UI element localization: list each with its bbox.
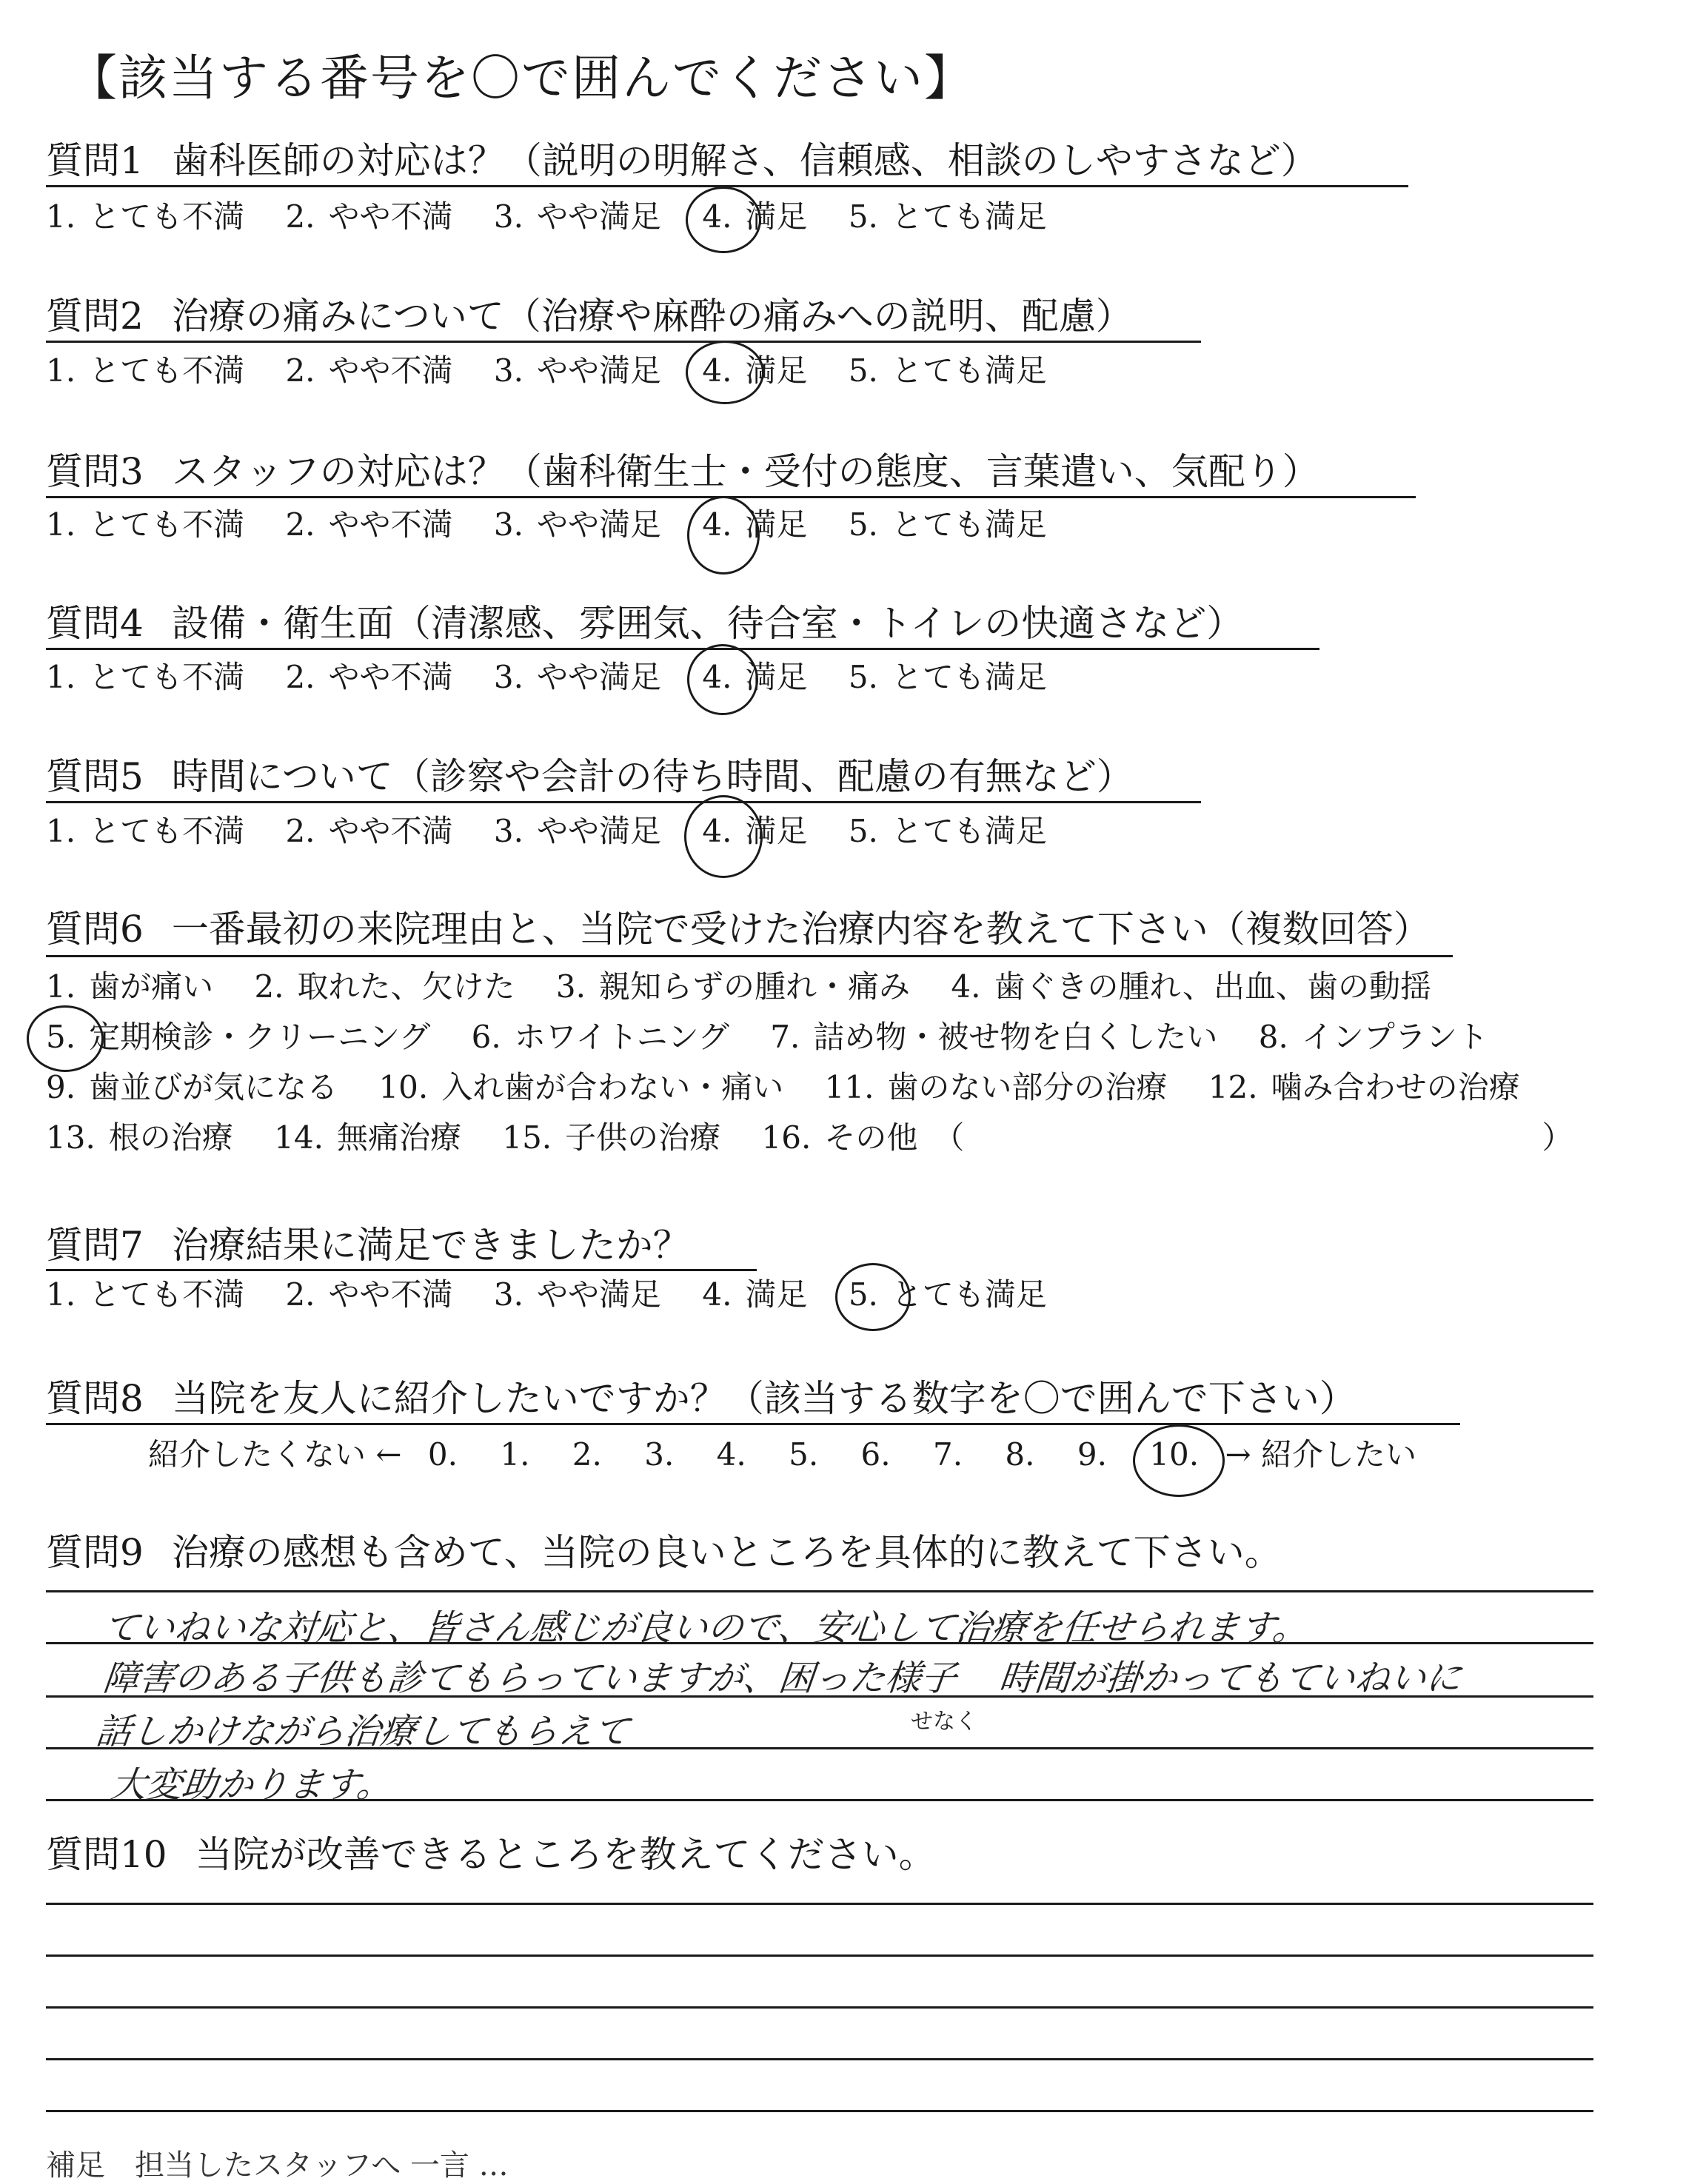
q6-option-10[interactable]: 10. 入れ歯が合わない・痛い [378, 1069, 784, 1105]
question-6 [46, 909, 1431, 950]
question-1-underline [46, 185, 1408, 187]
question-2-text: 治療の痛みについて（治療や麻酔の痛みへの説明、配慮） [171, 295, 1133, 338]
question-5-underline [46, 801, 1201, 803]
question-4-label: 質問4 [46, 602, 144, 645]
q1-option-3[interactable]: 3. やや満足 [493, 198, 661, 235]
handwritten-insertion: せなく [911, 1709, 977, 1735]
scale-0[interactable]: 0. [427, 1436, 458, 1473]
recommend-scale[interactable] [148, 1430, 1416, 1475]
q4-option-4-selected[interactable]: 4. 満足 [702, 660, 807, 694]
q6-option-16[interactable]: 16. その他 [761, 1119, 918, 1156]
q6-option-12[interactable]: 12. 噛み合わせの治療 [1208, 1069, 1520, 1105]
q2-option-1[interactable]: 1. とても不満 [46, 352, 245, 389]
q4-option-1[interactable]: 1. とても不満 [46, 659, 245, 695]
q3-option-2[interactable]: 2. やや不満 [285, 506, 453, 543]
question-3 [46, 452, 1319, 492]
question-8-underline [46, 1423, 1460, 1425]
q7-option-3[interactable]: 3. やや満足 [493, 1276, 661, 1313]
scale-10-selected[interactable]: 10. [1149, 1436, 1199, 1473]
q6-option-5-selected[interactable]: 5. 定期検診・クリーニング [46, 1020, 430, 1054]
q1-option-4-selected[interactable]: 4. 満足 [702, 200, 807, 234]
q4-option-3[interactable]: 3. やや満足 [493, 659, 661, 695]
scale-1[interactable]: 1. [500, 1436, 530, 1473]
question-6-underline [46, 955, 1453, 957]
question-1-label: 質問1 [46, 139, 144, 182]
question-5 [46, 757, 1134, 797]
question-6-text: 一番最初の来院理由と、当院で受けた治療内容を教えて下さい（複数回答） [171, 908, 1431, 951]
footer-cut-text: 補足 担当したスタッフへ 一言 … [46, 2148, 509, 2183]
question-7-label: 質問7 [46, 1224, 144, 1267]
q6-option-1[interactable]: 1. 歯が痛い [46, 968, 214, 1005]
q2-option-2[interactable]: 2. やや不満 [285, 352, 453, 389]
scale-2[interactable]: 2. [572, 1436, 602, 1473]
question-3-label: 質問3 [46, 450, 144, 493]
question-2-options[interactable] [46, 354, 1047, 388]
q7-option-1[interactable]: 1. とても不満 [46, 1276, 245, 1313]
selection-circle [1133, 1424, 1225, 1497]
other-open-paren: （ [933, 1119, 965, 1156]
q6-option-15[interactable]: 15. 子供の治療 [502, 1119, 721, 1156]
question-6-options-row-1[interactable] [46, 970, 1431, 1004]
q5-option-2[interactable]: 2. やや不満 [285, 813, 453, 849]
question-8-label: 質問8 [46, 1377, 144, 1420]
scale-5[interactable]: 5. [789, 1436, 819, 1473]
q6-option-7[interactable]: 7. 詰め物・被せ物を白くしたい [770, 1019, 1218, 1055]
handwritten-answer-line-3: 話しかけながら治療してもらえて [93, 1711, 632, 1752]
scale-9[interactable]: 9. [1077, 1436, 1107, 1473]
q6-option-8[interactable]: 8. インプラント [1258, 1019, 1488, 1055]
question-1-options[interactable] [46, 200, 1047, 234]
question-7-text: 治療結果に満足できましたか？ [171, 1224, 690, 1267]
q2-option-3[interactable]: 3. やや満足 [493, 352, 661, 389]
q4-option-5[interactable]: 5. とても満足 [848, 659, 1047, 695]
question-7 [46, 1225, 690, 1266]
question-5-text: 時間について（診察や会計の待ち時間、配慮の有無など） [171, 755, 1134, 798]
handwritten-answer-line-2-tail: 時間が掛かってもていねいに [997, 1658, 1464, 1699]
q6-option-13[interactable]: 13. 根の治療 [46, 1119, 233, 1156]
question-8 [46, 1379, 1357, 1419]
page-title: 【該当する番号を〇で囲んでください】 [68, 50, 974, 107]
answer-line[interactable] [46, 2006, 1593, 2009]
question-6-options-row-4[interactable] [46, 1121, 1573, 1155]
question-7-options[interactable] [46, 1278, 1047, 1312]
answer-line[interactable] [46, 2110, 1593, 2112]
q5-option-5[interactable]: 5. とても満足 [848, 813, 1047, 849]
question-2 [46, 296, 1133, 337]
scale-4[interactable]: 4. [716, 1436, 746, 1473]
scale-left-label: 紹介したくない ← [148, 1436, 402, 1473]
q5-option-1[interactable]: 1. とても不満 [46, 813, 245, 849]
q2-option-5[interactable]: 5. とても満足 [848, 352, 1047, 389]
question-5-options[interactable] [46, 814, 1047, 848]
answer-line[interactable] [46, 1954, 1593, 1957]
question-9-text: 治療の感想も含めて、当院の良いところを具体的に教えて下さい。 [171, 1531, 1282, 1574]
question-4 [46, 603, 1243, 644]
q6-option-2[interactable]: 2. 取れた、欠けた [254, 968, 515, 1005]
question-10 [46, 1835, 936, 1875]
question-6-label: 質問6 [46, 908, 144, 951]
q6-option-3[interactable]: 3. 親知らずの腫れ・痛み [555, 968, 910, 1005]
q6-option-9[interactable]: 9. 歯並びが気になる [46, 1069, 338, 1105]
question-2-label: 質問2 [46, 295, 144, 338]
q7-option-2[interactable]: 2. やや不満 [285, 1276, 453, 1313]
question-8-text: 当院を友人に紹介したいですか？（該当する数字を〇で囲んで下さい） [171, 1377, 1357, 1420]
question-4-underline [46, 648, 1319, 650]
q3-option-1[interactable]: 1. とても不満 [46, 506, 245, 543]
question-9 [46, 1533, 1282, 1573]
question-1 [46, 141, 1318, 181]
q6-option-11[interactable]: 11. 歯のない部分の治療 [824, 1069, 1168, 1105]
question-9-label: 質問9 [46, 1531, 144, 1574]
q3-option-4-selected[interactable]: 4. 満足 [702, 508, 807, 542]
scale-7[interactable]: 7. [932, 1436, 963, 1473]
scale-6[interactable]: 6. [860, 1436, 891, 1473]
q4-option-2[interactable]: 2. やや不満 [285, 659, 453, 695]
handwritten-answer-line-2: 障害のある子供も診てもらっていますが、困った様子 [101, 1658, 959, 1699]
question-4-text: 設備・衛生面（清潔感、雰囲気、待合室・トイレの快適さなど） [171, 602, 1244, 645]
other-close-paren: ） [1542, 1119, 1573, 1156]
q1-option-5[interactable]: 5. とても満足 [848, 198, 1047, 235]
question-10-text: 当院が改善できるところを教えてください。 [195, 1833, 936, 1876]
q1-option-1[interactable]: 1. とても不満 [46, 198, 245, 235]
q1-option-2[interactable]: 2. やや不満 [285, 198, 453, 235]
q7-option-4[interactable]: 4. 満足 [702, 1276, 808, 1313]
question-2-underline [46, 341, 1201, 343]
question-3-text: スタッフの対応は？（歯科衛生士・受付の態度、言葉遣い、気配り） [171, 450, 1319, 493]
handwritten-answer-line-4: 大変助かります。 [108, 1764, 395, 1806]
answer-line[interactable] [46, 1903, 1593, 1905]
question-10-label: 質問10 [46, 1833, 167, 1876]
question-7-underline [46, 1269, 757, 1271]
scale-right-label: → 紹介したい [1225, 1436, 1416, 1473]
q6-option-6[interactable]: 6. ホワイトニング [471, 1019, 729, 1055]
answer-line [46, 1590, 1593, 1592]
q5-option-3[interactable]: 3. やや満足 [493, 813, 661, 849]
question-4-options[interactable] [46, 660, 1047, 694]
answer-line[interactable] [46, 2058, 1593, 2060]
q6-option-14[interactable]: 14. 無痛治療 [274, 1119, 461, 1156]
question-5-label: 質問5 [46, 755, 144, 798]
question-1-text: 歯科医師の対応は？（説明の明解さ、信頼感、相談のしやすさなど） [171, 139, 1318, 182]
q5-option-4-selected[interactable]: 4. 満足 [702, 814, 807, 848]
question-3-options[interactable] [46, 508, 1047, 542]
q3-option-3[interactable]: 3. やや満足 [493, 506, 661, 543]
q6-option-4[interactable]: 4. 歯ぐきの腫れ、出血、歯の動揺 [951, 968, 1431, 1005]
question-6-options-row-2[interactable] [46, 1020, 1488, 1054]
question-6-options-row-3[interactable] [46, 1071, 1520, 1105]
q2-option-4-selected[interactable]: 4. 満足 [702, 354, 807, 388]
question-3-underline [46, 496, 1416, 498]
scale-8[interactable]: 8. [1005, 1436, 1035, 1473]
q3-option-5[interactable]: 5. とても満足 [848, 506, 1047, 543]
scale-3[interactable]: 3. [644, 1436, 675, 1473]
q7-option-5-selected[interactable]: 5. とても満足 [849, 1278, 1047, 1312]
handwritten-answer-line-1: ていねいな対応と、皆さん感じが良いので、安心して治療を任せられます。 [101, 1607, 1311, 1649]
